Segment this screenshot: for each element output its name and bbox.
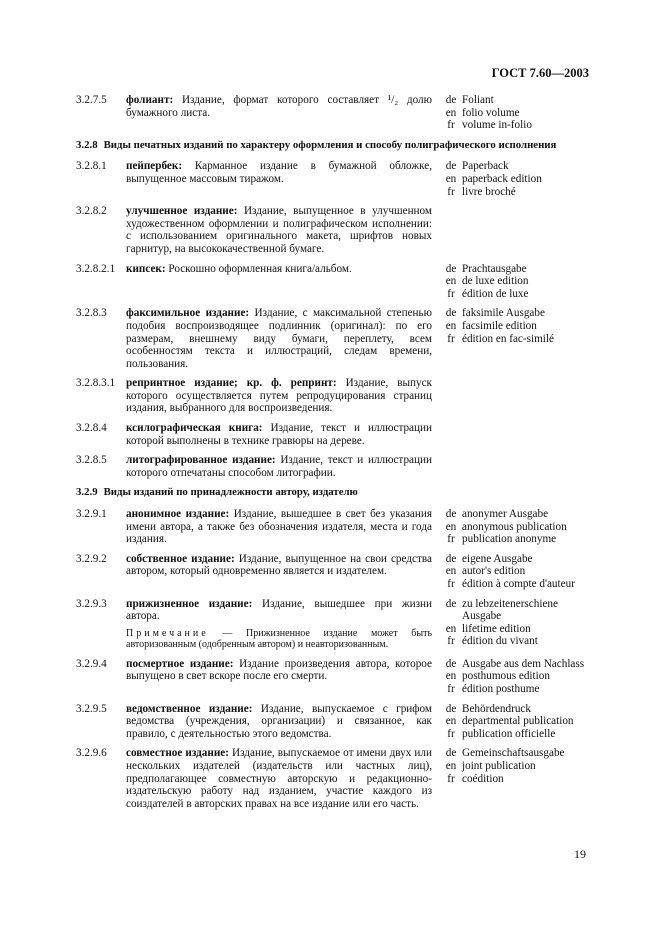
translation-term: faksimile Ausgabe	[462, 307, 545, 320]
term-number: 3.2.9.6	[76, 747, 107, 760]
term-entry	[76, 377, 590, 415]
translation-term: anonymous publication	[462, 520, 567, 533]
term-number: 3.2.9.3	[76, 597, 107, 610]
language-code: en	[445, 715, 457, 728]
translation-term: Foliant	[462, 94, 494, 106]
term-entry	[76, 553, 590, 591]
term-name: кипсек:	[126, 262, 166, 275]
term-text: Издание, выпущенное в улучшенном художественном оформлении и полиграфическом исполнении: с использованием оригинального макета, шрифтов новых гарнитур, на высококачественной бумаге.	[126, 205, 432, 255]
term-number: 3.2.8.4	[76, 422, 107, 435]
term-text: Издание, выпуск которого осуществляется путем репродуцирования страниц издания, выбранного для воспроизведения.	[126, 377, 432, 415]
term-text: Издание, вышедшее в свет без указания имени автора, а также без обозначения издателя, места и года издания.	[126, 508, 432, 546]
translation-row	[440, 635, 590, 648]
translation-row	[440, 186, 590, 199]
term-name: анонимное издание:	[126, 508, 230, 521]
term-number: 3.2.7.5	[76, 94, 107, 106]
term-text: Издание, выпускаемое с грифом ведомства (учреждения, организации) и связанное, как правило, с деятельностью этого ведомства.	[126, 702, 433, 740]
section-heading	[76, 486, 590, 499]
terms-list	[76, 94, 590, 817]
translation-row	[440, 670, 590, 683]
page-number: 19	[574, 847, 586, 861]
term-definition	[126, 703, 432, 741]
translation-term: autor's edition	[462, 565, 526, 578]
language-code: en	[445, 275, 457, 288]
term-note	[126, 628, 432, 651]
term-name: ксилографическая книга:	[126, 422, 263, 435]
translation-row	[440, 565, 590, 578]
translation-row	[440, 263, 590, 276]
translation-row	[440, 623, 590, 636]
term-definition	[126, 658, 432, 696]
translations	[440, 94, 590, 132]
term-definition	[126, 377, 432, 415]
translation-row	[440, 320, 590, 333]
translations	[440, 454, 590, 479]
translation-row	[440, 728, 590, 741]
translation-row	[440, 760, 590, 773]
term-text: Издание произведения автора, которое выпущено в свет вскоре после его смерти.	[126, 657, 432, 683]
term-text: Издание, текст и иллюстрации которой выполнены в технике гравюры на дереве.	[126, 422, 432, 447]
translation-row	[440, 578, 590, 591]
term-entry	[76, 307, 590, 370]
term-name: улучшенное издание:	[126, 205, 238, 218]
term-definition	[126, 422, 432, 447]
translation-term: coédition	[462, 772, 504, 785]
language-code: en	[445, 106, 457, 119]
term-entry	[76, 454, 590, 479]
translation-term: posthumous edition	[462, 670, 550, 683]
translation-row	[440, 703, 590, 716]
term-number: 3.2.9.5	[76, 702, 107, 715]
translation-term: Ausgabe aus dem Nachlass	[462, 657, 585, 670]
term-definition	[126, 508, 432, 546]
translation-row	[440, 598, 590, 623]
language-code: fr	[447, 287, 455, 300]
translation-term: joint publication	[462, 759, 536, 772]
translation-row	[440, 683, 590, 696]
translation-term: livre broché	[462, 185, 516, 198]
note-label: Примечание	[126, 627, 209, 639]
section-title: Виды печатных изданий по характеру оформления и способу полиграфического исполнения	[103, 138, 557, 151]
term-number: 3.2.8.3	[76, 307, 107, 320]
translation-term: folio volume	[462, 106, 520, 119]
term-entry	[76, 263, 590, 301]
translation-term: édition de luxe	[462, 287, 529, 300]
term-name: собственное издание:	[126, 552, 235, 565]
section-heading	[76, 139, 590, 152]
language-code: fr	[447, 578, 455, 590]
section-title: Виды изданий по принадлежности автору, издателю	[103, 486, 358, 499]
term-entry	[76, 94, 590, 132]
term-text: Издание, текст и иллюстрации которого отпечатаны способом литографии.	[126, 454, 432, 479]
term-text: Роскошно оформленная книга/альбом.	[165, 262, 352, 275]
term-definition	[126, 94, 432, 132]
language-code: en	[445, 520, 457, 533]
term-number: 3.2.8.2.1	[76, 262, 116, 275]
translation-row	[440, 288, 590, 301]
language-code: en	[445, 759, 457, 772]
language-code: de	[445, 702, 457, 715]
translation-term: édition du vivant	[462, 635, 538, 648]
term-definition	[126, 263, 432, 301]
translations	[440, 658, 590, 696]
translation-row	[440, 333, 590, 346]
language-code: en	[445, 670, 457, 683]
translation-row	[440, 553, 590, 566]
translation-row	[440, 773, 590, 786]
translation-row	[440, 715, 590, 728]
term-definition	[126, 747, 432, 810]
term-number: 3.2.8.5	[76, 454, 107, 467]
standard-header: ГОСТ 7.60—2003	[491, 66, 589, 80]
term-name: факсимильное издание:	[126, 307, 250, 320]
term-name: пейпербек:	[126, 160, 183, 173]
translation-term: édition posthume	[462, 682, 540, 695]
translation-term: lifetime edition	[462, 622, 531, 635]
language-code: en	[445, 565, 457, 578]
language-code: fr	[447, 727, 455, 740]
translation-term: facsimile edition	[462, 319, 537, 332]
translation-term: paperback edition	[462, 172, 542, 185]
language-code: fr	[447, 185, 455, 198]
language-code: en	[445, 622, 457, 635]
term-text: Издание, вышедшее при жизни автора.	[126, 597, 433, 623]
term-definition	[126, 205, 432, 255]
translations	[440, 553, 590, 591]
term-definition	[126, 454, 432, 479]
translation-term: édition à compte d'auteur	[462, 578, 575, 590]
term-definition	[126, 307, 432, 370]
language-code: de	[445, 160, 457, 173]
language-code: de	[445, 508, 457, 521]
translations	[440, 508, 590, 546]
translations	[440, 422, 590, 447]
translation-row	[440, 307, 590, 320]
section-number: 3.2.8	[76, 138, 98, 151]
term-entry	[76, 703, 590, 741]
language-code: de	[445, 747, 457, 760]
term-name: ведомственное издание:	[126, 702, 253, 715]
translation-term: Gemeinschaftsausgabe	[462, 747, 565, 760]
translation-row	[440, 160, 590, 173]
translation-term: publication anonyme	[462, 533, 557, 546]
term-entry	[76, 508, 590, 546]
term-definition	[126, 160, 432, 198]
translation-term: Behördendruck	[462, 702, 531, 715]
translation-row	[440, 275, 590, 288]
language-code: de	[445, 262, 457, 275]
term-entry	[76, 205, 590, 255]
translation-term: zu lebzeitenerschiene Ausgabe	[462, 597, 558, 623]
translation-term: Paperback	[462, 160, 509, 173]
language-code: fr	[447, 772, 455, 785]
term-number: 3.2.8.2	[76, 205, 107, 218]
translation-row	[440, 508, 590, 521]
language-code: fr	[447, 332, 455, 345]
note-text: — Прижизненное издание может быть авторизованным (одобренным автором) и неавторизованным.	[126, 627, 432, 651]
translations	[440, 747, 590, 810]
language-code: fr	[447, 533, 455, 546]
section-number: 3.2.9	[76, 486, 98, 499]
term-number: 3.2.9.2	[76, 552, 107, 565]
translations	[440, 263, 590, 301]
translations	[440, 598, 590, 651]
term-text: Карманное издание в бумажной обложке, выпущенное массовым тиражом.	[126, 160, 432, 185]
translations	[440, 160, 590, 198]
language-code: fr	[447, 635, 455, 648]
language-code: de	[445, 94, 457, 106]
translation-term: volume in-folio	[462, 119, 532, 132]
term-name: фолиант:	[126, 94, 174, 106]
translations	[440, 703, 590, 741]
term-text: Издание, выпускаемое от имени двух или нескольких издателей (издательств или частных лиц), предполагающее совместную авторскую и редакционно-издательскую работу над изданием, участие каждого из соиздателей в авторских правах на все издание или его часть.	[126, 747, 432, 810]
term-definition	[126, 598, 432, 651]
term-entry	[76, 747, 590, 810]
translation-term: de luxe edition	[462, 275, 529, 288]
translation-term: publication officielle	[462, 727, 556, 740]
term-entry	[76, 598, 590, 651]
translation-row	[440, 747, 590, 760]
language-code: de	[445, 307, 457, 320]
language-code: en	[445, 172, 457, 185]
term-name: прижизненное издание:	[126, 597, 253, 610]
translation-term: departmental publication	[462, 715, 574, 728]
term-text: Издание, с максимальной степенью подобия воспроизводящее подлинник (оригинал): по его размерам, внешнему виду бумаги, переплету, всем особенностям текста и иллюстраций, следам времени, пользования.	[126, 307, 432, 370]
term-number: 3.2.9.4	[76, 657, 107, 670]
term-number: 3.2.8.3.1	[76, 377, 116, 390]
term-number: 3.2.9.1	[76, 508, 107, 521]
term-definition	[126, 553, 432, 591]
translations	[440, 205, 590, 255]
term-entry	[76, 658, 590, 696]
language-code: en	[445, 319, 457, 332]
term-name: совместное издание:	[126, 747, 229, 760]
translation-term: eigene Ausgabe	[462, 552, 533, 565]
term-name: посмертное издание:	[126, 657, 234, 670]
translation-row	[440, 521, 590, 534]
term-name: литографированное издание:	[126, 454, 276, 467]
language-code: de	[445, 657, 457, 670]
language-code: fr	[447, 119, 455, 132]
translations	[440, 377, 590, 415]
translation-row	[440, 173, 590, 186]
translation-row	[440, 94, 590, 107]
translation-row	[440, 119, 590, 132]
term-name: репринтное издание; кр. ф. репринт:	[126, 377, 337, 390]
translation-row	[440, 107, 590, 120]
translation-row	[440, 533, 590, 546]
term-text: Издание, выпущенное на свои средства автором, который одновременно является и издателем.	[126, 552, 432, 578]
language-code: de	[445, 552, 457, 565]
translations	[440, 307, 590, 370]
term-number: 3.2.8.1	[76, 160, 107, 173]
language-code: fr	[447, 682, 455, 695]
translation-term: Prachtausgabe	[462, 262, 527, 275]
translation-term: édition en fac-similé	[462, 332, 554, 345]
translation-term: anonymer Ausgabe	[462, 508, 549, 521]
term-entry	[76, 422, 590, 447]
term-text: Издание, формат которого составляет ¹/₂ долю бумажного листа.	[126, 94, 432, 119]
term-entry	[76, 160, 590, 198]
translation-row	[440, 658, 590, 671]
language-code: de	[445, 597, 457, 610]
